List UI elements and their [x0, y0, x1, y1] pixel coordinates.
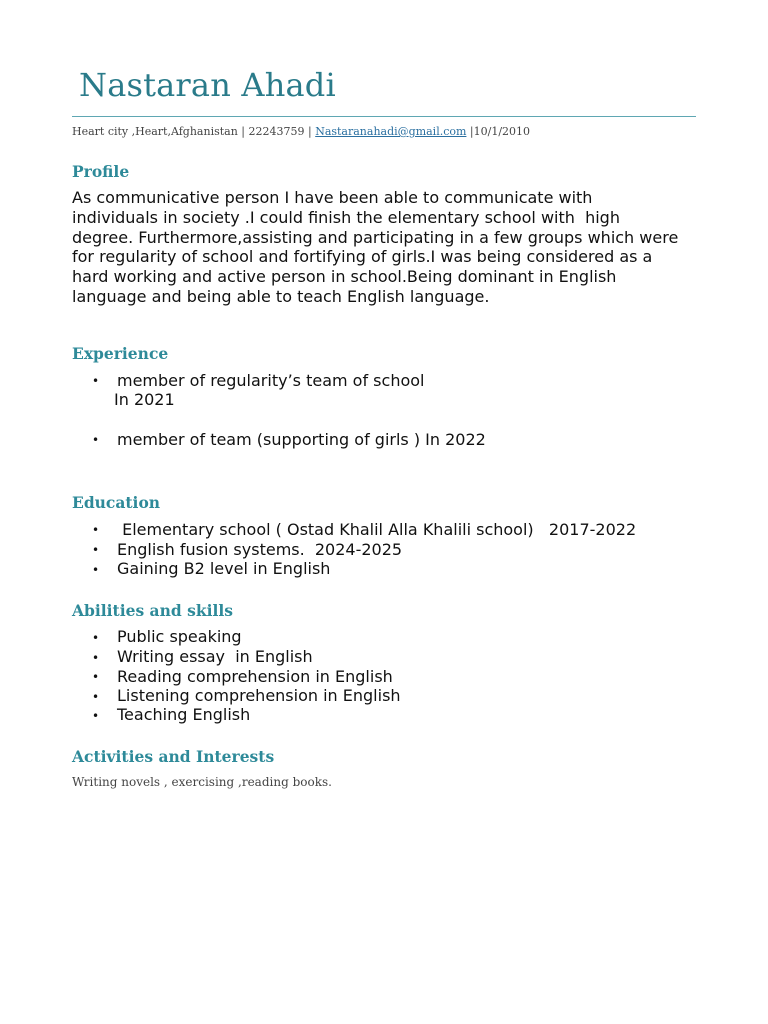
contact-line [72, 125, 530, 138]
education-heading: Education [72, 493, 161, 512]
experience-item-1-year: In 2021 [114, 390, 175, 409]
activities-text: Writing novels , exercising ,reading books. [72, 775, 332, 789]
skill-item: Public speaking [117, 627, 242, 646]
header-divider [72, 116, 696, 117]
profile-line-4: for regularity of school and fortifying of girls.I was being considered as a [72, 247, 653, 266]
education-item: Gaining B2 level in English [117, 559, 331, 578]
bullet-icon: • [92, 543, 100, 557]
bullet-icon: • [92, 690, 100, 704]
skill-item: Teaching English [117, 705, 251, 724]
bullet-icon: • [92, 433, 100, 447]
profile-line-3: degree. Furthermore,assisting and participating in a few groups which were [72, 228, 679, 247]
bullet-icon: • [92, 563, 100, 577]
profile-line-5: hard working and active person in school.Being dominant in English [72, 267, 617, 286]
education-item: Elementary school ( Ostad Khalil Alla Khalili school) 2017-2022 [117, 520, 637, 539]
profile-line-2: individuals in society .I could finish the elementary school with high [72, 208, 620, 227]
profile-line-6: language and being able to teach English language. [72, 287, 490, 306]
education-item: English fusion systems. 2024-2025 [117, 540, 403, 559]
bullet-icon: • [92, 523, 100, 537]
bullet-icon: • [92, 709, 100, 723]
bullet-icon: • [92, 651, 100, 665]
skills-heading: Abilities and skills [72, 601, 233, 620]
email-link[interactable]: Nastaranahadi@gmail.com [315, 125, 467, 138]
profile-line-1: As communicative person I have been able to communicate with [72, 188, 593, 207]
bullet-icon: • [92, 670, 100, 684]
profile-heading: Profile [72, 162, 130, 181]
skill-item: Reading comprehension in English [117, 667, 393, 686]
bullet-icon: • [92, 374, 100, 388]
contact-date: |10/1/2010 [466, 125, 531, 138]
resume-name: Nastaran Ahadi [79, 66, 336, 104]
experience-item-1: member of regularity’s team of school [117, 371, 425, 390]
skill-item: Listening comprehension in English [117, 686, 401, 705]
experience-item-2: member of team (supporting of girls ) In 2022 [117, 430, 486, 449]
bullet-icon: • [92, 631, 100, 645]
skill-item: Writing essay in English [117, 647, 313, 666]
activities-heading: Activities and Interests [72, 747, 275, 766]
experience-heading: Experience [72, 344, 169, 363]
contact-address-phone: Heart city ,Heart,Afghanistan | 22243759 | [72, 125, 316, 138]
